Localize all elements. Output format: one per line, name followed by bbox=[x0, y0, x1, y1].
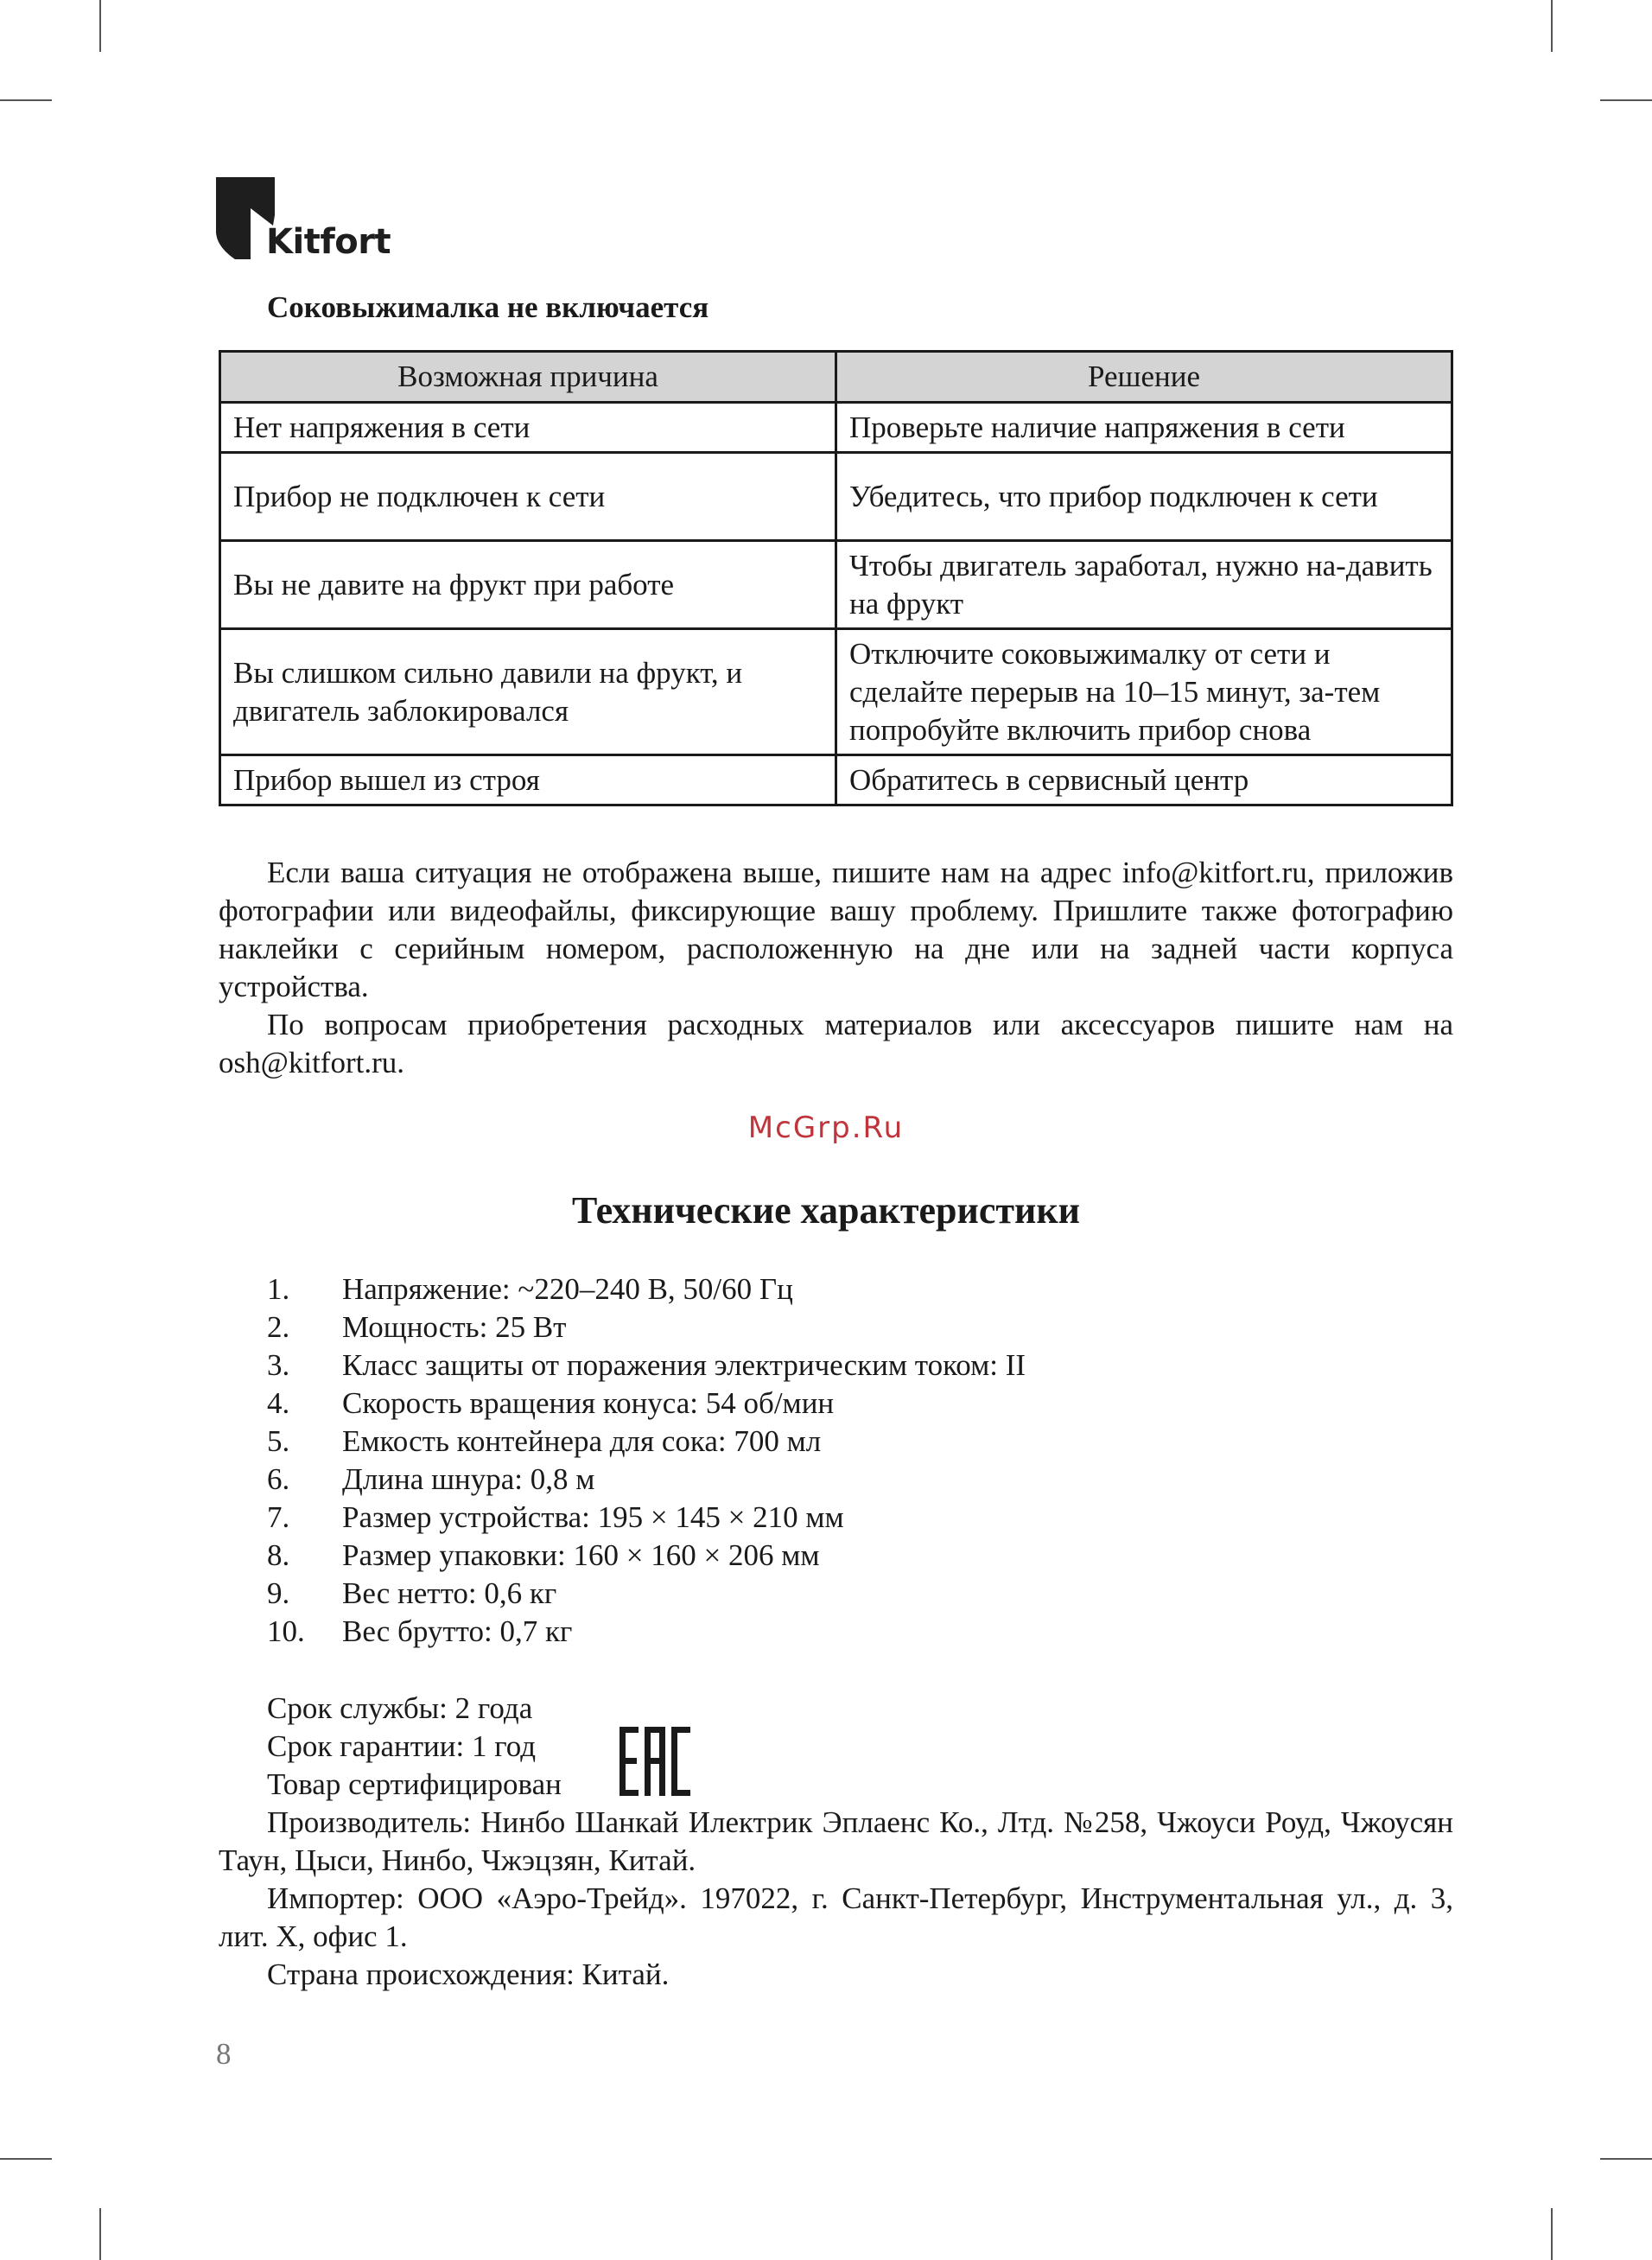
list-item: 8. Размер упаковки: 160 × 160 × 206 мм bbox=[267, 1538, 820, 1572]
accessories-paragraph: По вопросам приобретения расходных материалов или аксессуаров пишите нам на osh@kitfort.ru. bbox=[219, 1008, 1453, 1079]
table-row bbox=[220, 453, 1452, 541]
crop-mark bbox=[99, 0, 101, 52]
list-item: 5. Емкость контейнера для сока: 700 мл bbox=[267, 1424, 822, 1458]
specs-list bbox=[267, 1270, 1026, 1651]
eac-certification-icon bbox=[620, 1727, 690, 1796]
crop-mark bbox=[99, 2208, 101, 2260]
service-life: Срок службы: 2 года bbox=[267, 1691, 533, 1725]
certification-note: Товар сертифицирован bbox=[267, 1767, 562, 1801]
list-item: 9. Вес нетто: 0,6 кг bbox=[267, 1576, 557, 1610]
cause-cell: Нет напряжения в сети bbox=[220, 403, 836, 453]
list-item: 2. Мощность: 25 Вт bbox=[267, 1310, 567, 1344]
cause-cell: Прибор вышел из строя bbox=[220, 755, 836, 805]
solution-cell: Проверьте наличие напряжения в сети bbox=[836, 403, 1452, 453]
solution-cell: Чтобы двигатель заработал, нужно на-давить на фрукт bbox=[836, 541, 1452, 629]
troubleshooting-heading: Соковыжималка не включается bbox=[267, 290, 709, 324]
list-item: 7. Размер устройства: 195 × 145 × 210 мм bbox=[267, 1500, 844, 1534]
crop-mark bbox=[1600, 2158, 1652, 2160]
brand-logo bbox=[216, 177, 389, 264]
table-row bbox=[220, 541, 1452, 629]
cause-cell: Вы слишком сильно давили на фрукт, и двигатель заблокировался bbox=[220, 629, 836, 755]
column-header-solution: Решение bbox=[836, 352, 1452, 403]
contact-paragraph: Если ваша ситуация не отображена выше, пишите нам на адрес info@kitfort.ru, приложив фотографии или видеофайлы, фиксирующие вашу проблему. Пришлите также фотографию наклейки с серийным номером, расположенную на дне или на задней части корпуса устройства. bbox=[219, 856, 1453, 1003]
watermark: McGrp.Ru bbox=[747, 1111, 905, 1145]
brand-name: Kitfort bbox=[266, 222, 391, 262]
crop-mark bbox=[0, 99, 52, 101]
column-header-cause: Возможная причина bbox=[220, 352, 836, 403]
crop-mark bbox=[1551, 0, 1553, 52]
table-row bbox=[220, 403, 1452, 453]
crop-mark bbox=[1600, 99, 1652, 101]
list-item: 6. Длина шнура: 0,8 м bbox=[267, 1462, 595, 1496]
table-header-row bbox=[220, 352, 1452, 403]
table-row bbox=[220, 755, 1452, 805]
manufacturer-info: Производитель: Нинбо Шанкай Илектрик Эплаенс Ко., Лтд. №258, Чжоуси Роуд, Чжоусян Таун, Цыси, Нинбо, Чжэцзян, Китай. bbox=[219, 1805, 1453, 1877]
cause-cell: Прибор не подключен к сети bbox=[220, 453, 836, 541]
warranty-period: Срок гарантии: 1 год bbox=[267, 1729, 537, 1763]
solution-cell: Отключите соковыжималку от сети и сделайте перерыв на 10–15 минут, за-тем попробуйте включить прибор снова bbox=[836, 629, 1452, 755]
solution-cell: Убедитесь, что прибор подключен к сети bbox=[836, 453, 1452, 541]
table-row bbox=[220, 629, 1452, 755]
country-of-origin: Страна происхождения: Китай. bbox=[267, 1958, 670, 1991]
crop-mark bbox=[1551, 2208, 1553, 2260]
cause-cell: Вы не давите на фрукт при работе bbox=[220, 541, 836, 629]
product-info bbox=[219, 1690, 1453, 1994]
troubleshooting-table bbox=[219, 350, 1453, 806]
specs-title: Технические характеристики bbox=[571, 1189, 1081, 1232]
list-item: 4. Скорость вращения конуса: 54 об/мин bbox=[267, 1386, 835, 1420]
solution-cell: Обратитесь в сервисный центр bbox=[836, 755, 1452, 805]
importer-info: Импортер: ООО «Аэро-Трейд». 197022, г. Санкт-Петербург, Инструментальная ул., д. 3, лит. Х, офис 1. bbox=[219, 1881, 1453, 1953]
crop-mark bbox=[0, 2158, 52, 2160]
list-item: 1. Напряжение: ~220–240 В, 50/60 Гц bbox=[267, 1272, 793, 1306]
list-item: 3. Класс защиты от поражения электрическим током: II bbox=[267, 1348, 1026, 1382]
page-number: 8 bbox=[216, 2037, 232, 2071]
list-item: 10. Вес брутто: 0,7 кг bbox=[267, 1614, 573, 1648]
